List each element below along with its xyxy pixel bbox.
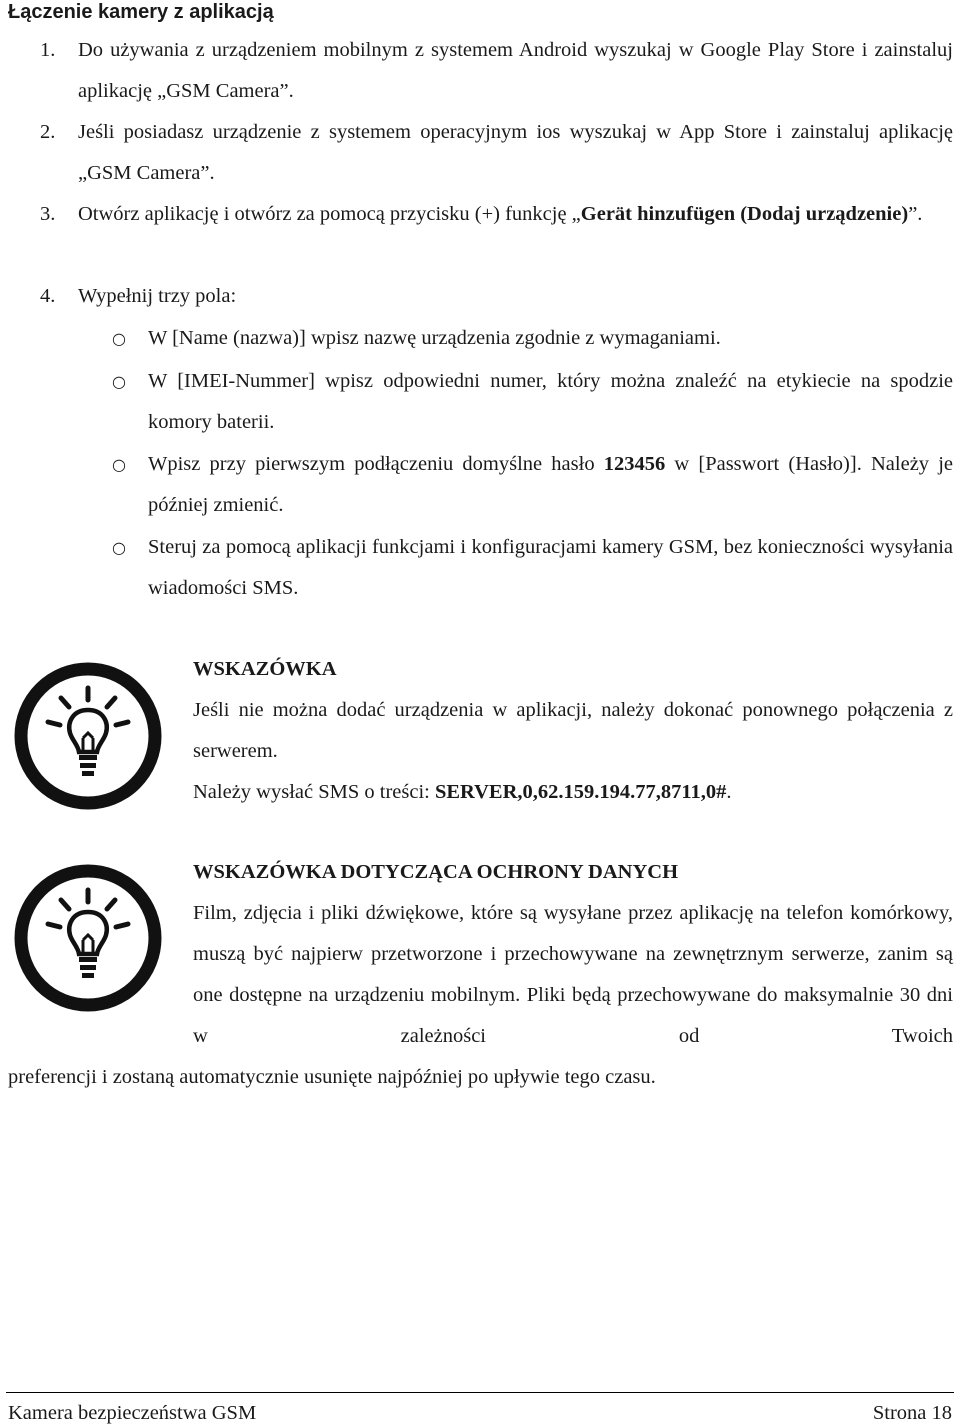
tip-sms-line — [193, 772, 953, 813]
step-4 — [40, 276, 953, 317]
bullet-item — [112, 527, 953, 609]
step-number: 3. — [40, 203, 56, 225]
bullet-item — [112, 318, 953, 359]
sms-command: SERVER,0,62.159.194.77,8711,0# — [434, 781, 727, 803]
step-text: Wypełnij trzy pola: — [78, 285, 237, 307]
bullet-text-end: w [Passwort (Hasło)]. Należy je później zmienić. — [148, 453, 953, 516]
step-text-end: ”. — [908, 203, 923, 225]
lightbulb-icon — [12, 660, 164, 812]
circle-bullet-icon: ○ — [112, 329, 126, 348]
lightbulb-icon — [12, 862, 164, 1014]
circle-bullet-icon: ○ — [112, 538, 126, 557]
step-text: Jeśli posiadasz urządzenie z systemem operacyjnym ios wyszukaj w App Store i zainstaluj aplikację „GSM Camera”. — [78, 121, 953, 184]
bullet-text: W [IMEI-Nummer] wpisz odpowiedni numer, który można znaleźć na etykiecie na spodzie komory baterii. — [148, 370, 953, 433]
bullet-text: Wpisz przy pierwszym podłączeniu domyślne hasło — [148, 453, 604, 475]
default-password: 123456 — [603, 453, 666, 475]
bullet-text: Steruj za pomocą aplikacji funkcjami i konfiguracjami kamery GSM, bez konieczności wysyłania wiadomości SMS. — [148, 536, 953, 599]
step-number: 1. — [40, 39, 56, 61]
page-number: Strona 18 — [872, 1402, 952, 1424]
privacy-note — [193, 852, 953, 1057]
tip-heading: WSKAZÓWKA — [193, 658, 337, 680]
bullet-item — [112, 361, 953, 443]
tip-sms-end: . — [726, 781, 732, 803]
tip-note — [193, 649, 953, 813]
privacy-heading: WSKAZÓWKA DOTYCZĄCA OCHRONY DANYCH — [193, 861, 679, 883]
circle-bullet-icon: ○ — [112, 372, 126, 391]
step-text: Do używania z urządzeniem mobilnym z systemem Android wyszukaj w Google Play Store i zainstaluj aplikację „GSM Camera”. — [78, 39, 953, 102]
bullet-item — [112, 444, 953, 526]
privacy-text-tail: preferencji i zostaną automatycznie usunięte najpóźniej po upływie tego czasu. — [8, 1066, 656, 1088]
tip-text: Jeśli nie można dodać urządzenia w aplikacji, należy dokonać ponownego połączenia z serwerem. — [193, 699, 953, 762]
step-number: 4. — [40, 285, 56, 307]
tip-sms-text: Należy wysłać SMS o treści: — [193, 781, 435, 803]
privacy-text: Film, zdjęcia i pliki dźwiękowe, które są wysyłane przez aplikację na telefon komórkowy, muszą być najpierw przetworzone i przechowywane na zewnętrznym serwerze, zanim są one dostępne na urządzeniu mobilnym. Pliki będą przechowywane do maksymalnie 30 dni w zależności od Twoich — [193, 902, 953, 1047]
step-2 — [40, 112, 953, 194]
circle-bullet-icon: ○ — [112, 455, 126, 474]
step-1 — [40, 30, 953, 112]
step-bold-text: Gerät hinzufügen (Dodaj urządzenie) — [580, 203, 909, 225]
step-text: Otwórz aplikację i otwórz za pomocą przycisku (+) funkcję „ — [78, 203, 581, 225]
step-number: 2. — [40, 121, 56, 143]
footer-document-title: Kamera bezpieczeństwa GSM — [8, 1402, 257, 1424]
bullet-text: W [Name (nazwa)] wpisz nazwę urządzenia zgodnie z wymaganiami. — [148, 327, 721, 349]
section-title: Łączenie kamery z aplikacją — [8, 1, 274, 23]
step-3 — [40, 194, 953, 235]
footer-divider — [6, 1392, 954, 1393]
